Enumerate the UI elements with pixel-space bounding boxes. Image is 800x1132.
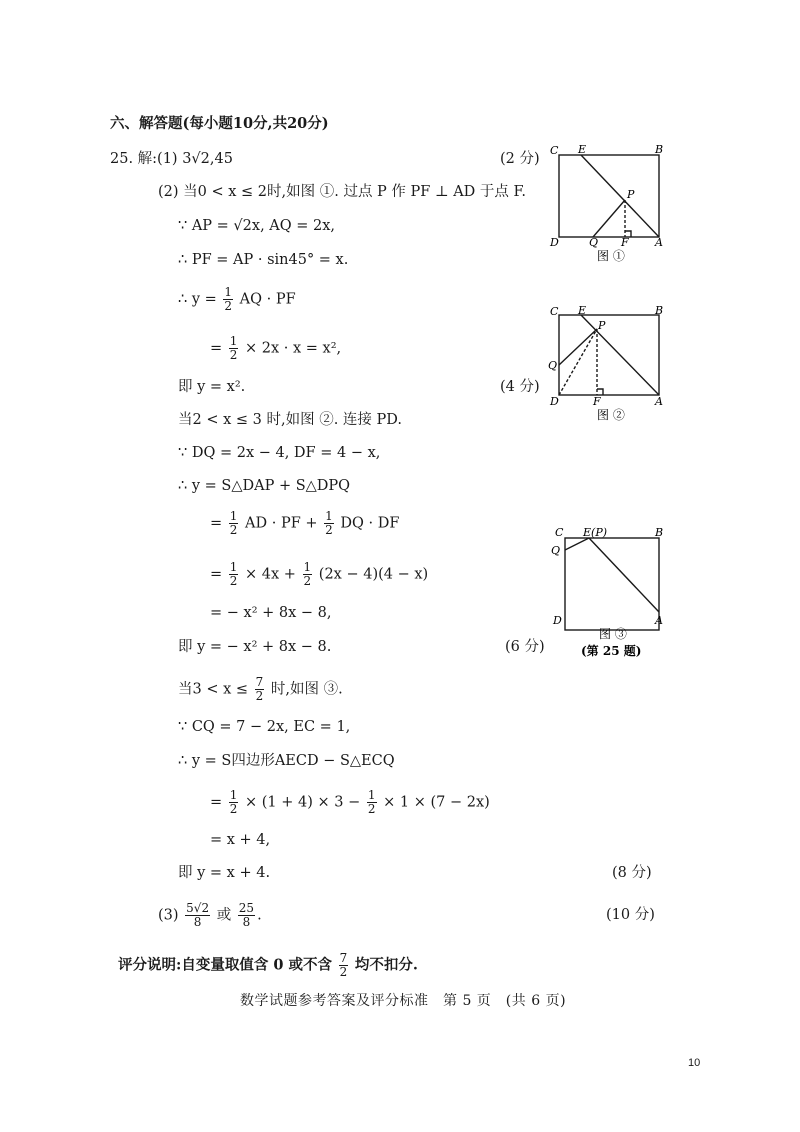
line-area-sub: = $\frac{1}{2}$ × 4x + $\frac{1}{2}$ (2x − 4)(4 − x) (210, 560, 429, 588)
label-d: D (550, 236, 559, 249)
caption-fig1: 图 ① (597, 249, 625, 263)
fraction-answer-1: $\frac{5√2}{8}$ (186, 901, 210, 929)
label-q: Q (548, 359, 558, 372)
label-a: A (655, 614, 663, 627)
fraction-half: $\frac{1}{2}$ (224, 285, 233, 313)
line-area-calc3: = $\frac{1}{2}$ × (1 + 4) × 3 − $\frac{1}{2}$ × 1 × (7 − 2x) (210, 788, 490, 816)
fraction-half: $\frac{1}{2}$ (229, 509, 238, 537)
section-title: 六、解答题(每小题10分,共20分) (110, 115, 329, 132)
line-cq-ec: ∵ CQ = 7 − 2x, EC = 1, (178, 719, 351, 735)
label-p: P (598, 319, 606, 332)
label-e: E (578, 304, 587, 317)
line-y-formula: ∴ y = $\frac{1}{2}$ AQ · PF (178, 285, 296, 313)
line-result1: 即 y = x². (178, 379, 246, 395)
label-c: C (550, 305, 559, 318)
fraction-half: $\frac{1}{2}$ (325, 509, 333, 537)
caption-fig3: 图 ③ (599, 627, 627, 641)
label-c: C (550, 144, 559, 157)
score-10: (10 分) (606, 907, 655, 923)
line-result2: 即 y = − x² + 8x − 8. (178, 639, 332, 655)
page-footer: 数学试题参考答案及评分标准 第 5 页 (共 6 页) (240, 993, 567, 1009)
line-part3: (3) $\frac{5√2}{8}$ 或 $\frac{25}{8}$ . (158, 901, 262, 929)
figure-3 (545, 520, 695, 665)
caption-fig2: 图 ② (597, 408, 625, 422)
fraction-answer-2: $\frac{25}{8}$ (238, 901, 255, 929)
fraction-half: $\frac{1}{2}$ (229, 560, 238, 588)
label-ep: E(P) (583, 526, 608, 539)
line-case3: 当3 < x ≤ $\frac{7}{2}$ 时,如图 ③. (178, 675, 343, 703)
label-d: D (553, 614, 562, 627)
label-q: Q (589, 236, 599, 249)
score-4: (4 分) (500, 379, 540, 395)
score-8: (8 分) (612, 865, 652, 881)
page-number: 10 (688, 1057, 701, 1069)
label-f: F (621, 236, 629, 249)
fraction-seven-half: $\frac{7}{2}$ (339, 951, 348, 979)
fraction-half: $\frac{1}{2}$ (229, 334, 238, 362)
line-case1: (2) 当0 < x ≤ 2时,如图 ①. 过点 P 作 PF ⊥ AD 于点 F. (158, 184, 526, 200)
line-result3: 即 y = x + 4. (178, 865, 271, 881)
line-area-diff: ∴ y = S四边形AECD − S△ECQ (178, 753, 395, 769)
label-p: P (627, 188, 635, 201)
line-case2: 当2 < x ≤ 3 时,如图 ②. 连接 PD. (178, 412, 402, 428)
line-area-expand: = $\frac{1}{2}$ AD · PF + $\frac{1}{2}$ DQ · DF (210, 509, 400, 537)
caption-problem: (第 25 题) (581, 644, 642, 658)
line-area-sum: ∴ y = S△DAP + S△DPQ (178, 478, 351, 494)
line-part1: 25. 解:(1) 3√2,45 (110, 151, 233, 167)
label-b: B (655, 304, 664, 317)
label-b: B (655, 143, 664, 156)
label-f: F (593, 395, 601, 408)
fraction-half: $\frac{1}{2}$ (229, 788, 238, 816)
fraction-half: $\frac{1}{2}$ (367, 788, 376, 816)
line-simplify2: = − x² + 8x − 8, (210, 605, 332, 621)
figure-2 (545, 303, 695, 428)
score-2: (2 分) (500, 151, 540, 167)
grading-note: 评分说明:自变量取值含 0 或不含 $\frac{7}{2}$ 均不扣分. (118, 951, 418, 979)
label-a: A (655, 236, 663, 249)
fraction-half: $\frac{1}{2}$ (303, 560, 312, 588)
line-dq-df: ∵ DQ = 2x − 4, DF = 4 − x, (178, 445, 381, 461)
line-ap-aq: ∵ AP = √2x, AQ = 2x, (178, 218, 336, 234)
label-b: B (655, 526, 664, 539)
line-simplify3: = x + 4, (210, 832, 271, 848)
fraction-seven-half: $\frac{7}{2}$ (255, 675, 264, 703)
label-a: A (655, 395, 663, 408)
score-6: (6 分) (505, 639, 545, 655)
line-pf: ∴ PF = AP · sin45° = x. (178, 252, 349, 268)
figure-1 (545, 140, 695, 265)
label-e: E (578, 143, 587, 156)
label-d: D (550, 395, 559, 408)
label-q: Q (551, 544, 561, 557)
line-y-calc: = $\frac{1}{2}$ × 2x · x = x², (210, 334, 342, 362)
label-c: C (555, 526, 564, 539)
